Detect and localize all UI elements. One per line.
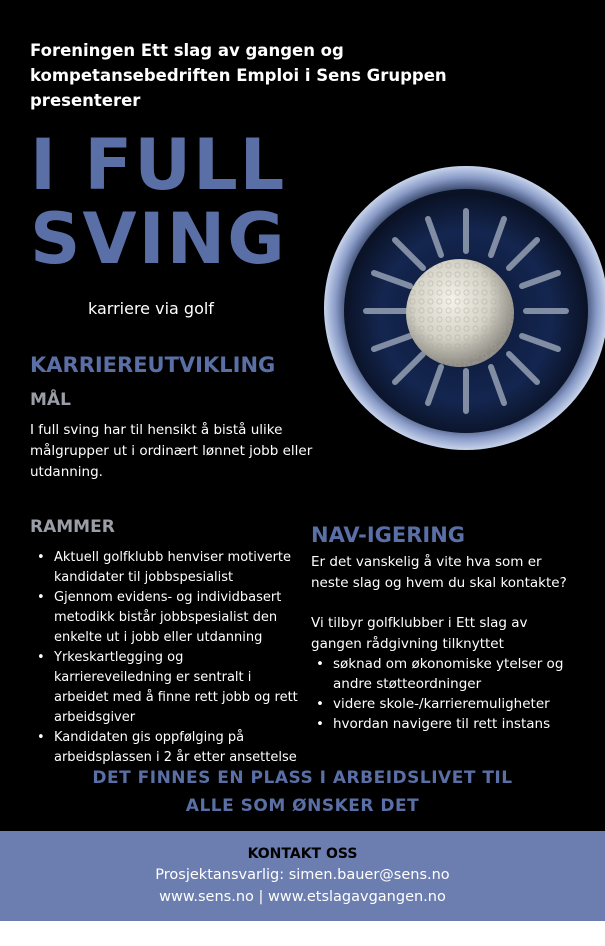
list-item: • Aktuell golfklubb henviser motiverte kandidater til jobbspesialist [54,548,302,588]
slogan-line: ALLE SOM ØNSKER DET [185,796,420,816]
bottom-margin [0,921,605,946]
title-line: SVING [30,198,287,280]
intro-line: Foreningen Ett slag av gangen og [30,41,344,60]
contact-web-line[interactable]: www.sens.no | www.etslagavgangen.no [159,889,446,905]
nav-list [311,654,605,734]
nav-question: Er det vanskelig å vite hva som er neste slag og hvem du skal kontakte? [311,554,567,591]
nav-heading: NAV-IGERING [311,523,466,547]
list-item: • Yrkeskartlegging og karriereveiledning er sentralt i arbeidet med å finne rett jobb og rett arbeidsgiver [54,648,302,728]
list-item: • søknad om økonomiske ytelser og andre støtteordninger [333,654,605,694]
contact-footer [0,831,605,921]
framework-list [32,548,302,768]
list-item: • hvordan navigere til rett instans [333,714,605,734]
intro-line: presenterer [30,91,141,110]
goal-line: I full sving har til hensikt å bistå ulike [30,422,283,438]
list-item: • Gjennom evidens- og individbasert metodikk bistår jobbspesialist den enkelte ut i jobb eller utdanning [54,588,302,648]
golf-ball-dimples [406,259,514,367]
title-line: I FULL [30,124,287,206]
list-item: • Kandidaten gis oppfølging på arbeidsplassen i 2 år etter ansettelse [54,728,302,768]
nav-offer: Vi tilbyr golfklubber i Ett slag av gangen rådgivning tilknyttet [311,615,528,652]
golf-ball-illustration [318,153,605,458]
goal-line: utdanning. [30,464,103,480]
goal-line: målgrupper ut i ordinært lønnet jobb eller [30,443,313,459]
slogan [0,764,605,820]
contact-heading: KONTAKT OSS [247,846,358,862]
page-title [30,124,287,280]
slogan-line: DET FINNES EN PLASS I ARBEIDSLIVET TIL [92,768,513,788]
goal-heading: MÅL [30,390,71,410]
tagline: karriere via golf [88,299,214,318]
contact-email-line[interactable]: Prosjektansvarlig: simen.bauer@sens.no [155,867,450,883]
framework-heading: RAMMER [30,517,115,537]
intro-text [30,38,450,113]
list-item: • videre skole-/karrieremuligheter [333,694,605,714]
career-heading: KARRIEREUTVIKLING [30,353,276,377]
goal-text [30,420,330,483]
intro-line: kompetansebedriften Emploi i Sens Gruppen [30,66,447,85]
